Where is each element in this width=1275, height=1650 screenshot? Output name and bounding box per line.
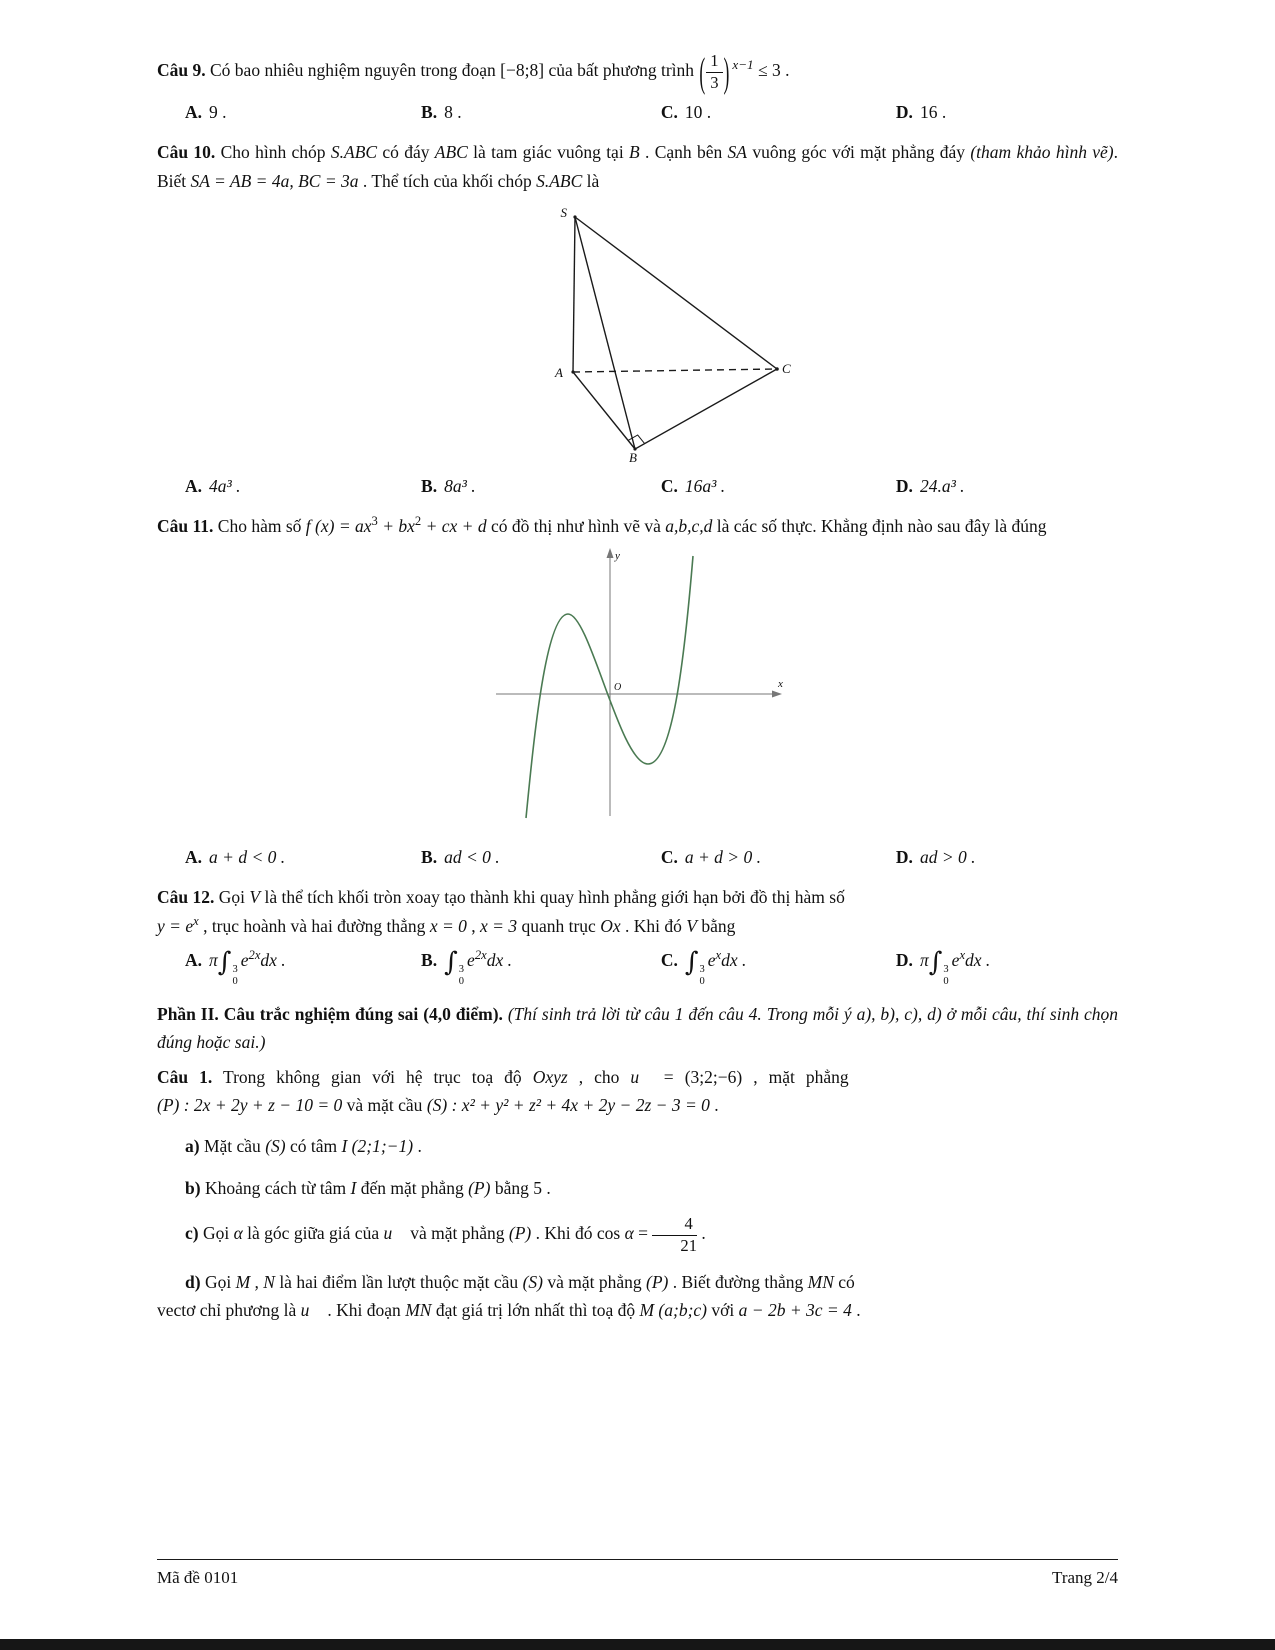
option-a bbox=[185, 946, 421, 988]
text-run: cos bbox=[596, 1223, 625, 1244]
text-run: Câu 12. bbox=[157, 887, 215, 908]
text-segments bbox=[157, 1095, 719, 1115]
x-axis-arrow bbox=[772, 691, 782, 698]
text-run: 3 bbox=[371, 514, 378, 529]
question-12 bbox=[157, 883, 1118, 988]
integral-icon: ∫ bbox=[444, 947, 458, 978]
option-c bbox=[661, 98, 896, 126]
page-footer bbox=[157, 1559, 1118, 1588]
text-run: là các số thực. Khẳng định nào sau đây là đúng bbox=[712, 515, 1047, 536]
option-label: D. bbox=[895, 102, 913, 123]
text-run: (S) bbox=[522, 1272, 543, 1293]
lower-bound: 0 bbox=[232, 975, 238, 987]
statement-c bbox=[157, 1215, 1118, 1255]
edge-ac-dashed bbox=[573, 369, 777, 372]
cubic-graph-figure bbox=[157, 546, 1118, 841]
option-c bbox=[661, 843, 896, 871]
question-9-text bbox=[157, 48, 1118, 96]
page-number: Trang 2/4 bbox=[1052, 1568, 1118, 1587]
edge-bc bbox=[635, 369, 777, 449]
option-d bbox=[896, 946, 1118, 988]
text-run: là bbox=[582, 170, 600, 191]
close-paren: ) bbox=[723, 48, 730, 96]
option-b bbox=[421, 98, 661, 126]
text-run: SA = AB = 4a, BC = 3a bbox=[190, 170, 359, 191]
pyramid-edges bbox=[573, 217, 777, 449]
option-label: D. bbox=[895, 475, 913, 496]
text-run: . bbox=[851, 1300, 861, 1321]
question-10-options bbox=[157, 472, 1118, 500]
text-run: [−8;8] bbox=[500, 60, 545, 81]
question-1-text bbox=[157, 1063, 1118, 1120]
exam-code: Mã đề 0101 bbox=[157, 1568, 239, 1587]
statement-b bbox=[157, 1174, 1118, 1202]
text-run: α bbox=[233, 1223, 243, 1244]
text-run: . bbox=[697, 1223, 706, 1244]
right-angle-mark bbox=[628, 435, 645, 444]
option-text: a + d > 0 . bbox=[684, 847, 761, 868]
fraction bbox=[652, 1215, 697, 1255]
vertex-dot-s bbox=[573, 215, 576, 218]
integrand-exponent: x bbox=[959, 948, 966, 963]
text-run: Gọi bbox=[198, 1223, 234, 1244]
text-run: ABC bbox=[434, 142, 468, 163]
text-run: Cho hình chóp bbox=[215, 142, 331, 163]
text-run: f (x) = ax bbox=[305, 515, 372, 536]
text-run: Oxyz bbox=[532, 1066, 568, 1087]
upper-bound: 3 bbox=[943, 963, 949, 975]
text-run: là tam giác vuông tại bbox=[467, 142, 629, 163]
option-label: D. bbox=[895, 847, 913, 868]
text-run: (S) : x² + y² + z² + 4x + 2y − 2z − 3 = 0 bbox=[426, 1094, 710, 1115]
option-text: 8 . bbox=[444, 102, 462, 123]
text-run: với bbox=[707, 1300, 739, 1321]
vertex-dots bbox=[571, 215, 778, 450]
text-run: (Thí sinh trả lời từ câu 1 đến câu 4. Trong mỗi ý a), b), c), d) ở mỗi câu, thí sinh chọn đúng hoặc sai.) bbox=[157, 1003, 1118, 1053]
integrand-suffix: dx . bbox=[260, 949, 286, 970]
statement-d bbox=[157, 1268, 1118, 1325]
text-run: c) bbox=[185, 1223, 199, 1244]
text-run: = bbox=[633, 1223, 653, 1244]
option-c bbox=[661, 472, 896, 500]
text-run: I bbox=[350, 1177, 357, 1198]
option-label: A. bbox=[185, 475, 203, 496]
axis-arrows bbox=[606, 548, 782, 698]
fraction-numerator: 1 bbox=[706, 52, 722, 73]
text-segments bbox=[185, 1223, 652, 1243]
text-run: y = e bbox=[157, 915, 194, 936]
text-run: S.ABC bbox=[330, 142, 378, 163]
text-run: của bất phương trình bbox=[544, 60, 699, 81]
text-run: Câu 11. bbox=[157, 515, 214, 536]
text-run: . Biết đường thẳng bbox=[668, 1272, 808, 1293]
integrand-suffix: dx . bbox=[721, 949, 747, 970]
text-run: M (a;b;c) bbox=[639, 1300, 708, 1321]
text-run: M , N bbox=[235, 1272, 275, 1293]
integral-bounds bbox=[943, 964, 948, 988]
text-run: . Khi đó bbox=[531, 1223, 597, 1244]
text-run: MN bbox=[807, 1272, 834, 1293]
text-run: là thể tích khối tròn xoay tạo thành khi quay hình phẳng giới hạn bởi đồ thị hàm số bbox=[260, 887, 845, 908]
lower-bound: 0 bbox=[458, 975, 465, 987]
text-run: (S) bbox=[265, 1136, 286, 1157]
text-run: . Biết bbox=[157, 142, 1118, 191]
option-text: a + d < 0 . bbox=[209, 847, 286, 868]
vertex-dot-a bbox=[571, 370, 574, 373]
question-12-text bbox=[157, 883, 1118, 940]
fraction-denominator: 21 bbox=[680, 1235, 697, 1255]
text-run: có đồ thị như hình vẽ và bbox=[486, 515, 666, 536]
option-label: B. bbox=[421, 475, 438, 496]
option-text: 8a³ . bbox=[444, 475, 476, 496]
integrand-suffix: dx . bbox=[965, 949, 991, 970]
text-run: (P) bbox=[646, 1272, 669, 1293]
y-axis-arrow bbox=[606, 548, 613, 558]
text-run: Ox bbox=[600, 915, 621, 936]
integrand-base: e bbox=[240, 949, 249, 970]
integrand-suffix: dx . bbox=[486, 949, 512, 970]
text-run: x = 3 bbox=[480, 915, 518, 936]
text-run: α bbox=[624, 1223, 634, 1244]
pyramid-figure bbox=[157, 205, 1118, 468]
integrand-base: e bbox=[951, 949, 960, 970]
text-run: a − 2b + 3c = 4 bbox=[738, 1300, 852, 1321]
cubic-graph-svg bbox=[488, 546, 788, 836]
option-text: 16 . bbox=[919, 102, 947, 123]
option-d bbox=[896, 843, 1118, 871]
graph-labels bbox=[614, 550, 783, 693]
text-run: Cho hàm số bbox=[213, 515, 306, 536]
fraction bbox=[706, 52, 722, 92]
text-run: Câu 10. bbox=[157, 142, 216, 163]
text-run: Câu 1. bbox=[157, 1066, 213, 1087]
question-9 bbox=[157, 48, 1118, 126]
option-label: C. bbox=[660, 102, 678, 123]
text-run: . Thể tích của khối chóp bbox=[358, 170, 537, 191]
text-run: (P) bbox=[508, 1223, 532, 1244]
text-run: a,b,c,d bbox=[665, 515, 713, 536]
fraction-numerator: 4 bbox=[652, 1215, 697, 1236]
vertex-labels bbox=[554, 205, 791, 463]
text-run: đến mặt phẳng bbox=[356, 1177, 469, 1198]
vertex-label-s: S bbox=[560, 204, 567, 220]
text-run: x bbox=[193, 913, 199, 928]
text-run: u⃗ bbox=[630, 1066, 653, 1087]
vertex-label-a: A bbox=[554, 364, 563, 380]
text-run: , cho bbox=[567, 1066, 631, 1087]
lower-bound: 0 bbox=[699, 975, 705, 987]
part-2 bbox=[157, 1000, 1118, 1057]
lower-bound: 0 bbox=[943, 975, 949, 987]
option-label: C. bbox=[660, 847, 678, 868]
text-run: x = 0 bbox=[429, 915, 467, 936]
text-run: Gọi bbox=[214, 887, 250, 908]
y-axis-label: y bbox=[614, 550, 620, 563]
option-text: 16a³ . bbox=[684, 475, 726, 496]
option-d bbox=[896, 98, 1118, 126]
text-run: bằng bbox=[696, 915, 736, 936]
text-run: . Khi đó bbox=[620, 915, 687, 936]
edge-sa bbox=[573, 217, 575, 372]
pi-prefix: π bbox=[209, 949, 218, 970]
option-label: B. bbox=[421, 949, 438, 970]
integral-icon: ∫ bbox=[928, 947, 943, 978]
text-run: vuông góc với mặt phẳng đáy bbox=[747, 142, 971, 163]
text-run: , bbox=[466, 915, 481, 936]
text-run: = (3;2;−6) , mặt phẳng bbox=[652, 1066, 849, 1087]
text-run: vectơ chỉ phương là bbox=[157, 1300, 301, 1321]
text-run: Trong không gian với hệ trục toạ độ bbox=[212, 1066, 533, 1087]
open-paren: ( bbox=[699, 48, 706, 96]
text-run: (tham khảo hình vẽ) bbox=[970, 142, 1114, 163]
integrand-base: e bbox=[707, 949, 716, 970]
fraction-denominator: 3 bbox=[710, 72, 719, 92]
text-run: là hai điểm lần lượt thuộc mặt cầu bbox=[274, 1272, 523, 1293]
question-11 bbox=[157, 512, 1118, 871]
origin-label: O bbox=[613, 682, 621, 694]
text-run: Gọi bbox=[200, 1272, 236, 1293]
text-run: MN bbox=[405, 1300, 432, 1321]
option-text: 10 . bbox=[684, 102, 712, 123]
option-text: ad > 0 . bbox=[919, 847, 976, 868]
option-text: ad < 0 . bbox=[444, 847, 500, 868]
text-run: và mặt phẳng bbox=[542, 1272, 646, 1293]
text-run: (P) bbox=[468, 1177, 491, 1198]
text-run: . bbox=[413, 1136, 422, 1157]
text-run: u⃗ bbox=[300, 1300, 324, 1321]
option-b bbox=[421, 946, 661, 988]
question-11-options bbox=[157, 843, 1118, 871]
integral-bounds bbox=[700, 964, 705, 988]
edge-sc bbox=[575, 217, 777, 369]
option-d bbox=[896, 472, 1118, 500]
exponent: x−1 bbox=[732, 56, 754, 72]
text-run: quanh trục bbox=[517, 915, 601, 936]
integrand-exponent: 2x bbox=[248, 948, 261, 963]
text-run: có tâm bbox=[285, 1136, 342, 1157]
text-run: ≤ 3 . bbox=[753, 60, 790, 81]
text-run: + cx + d bbox=[421, 515, 487, 536]
option-text: 24.a³ . bbox=[919, 475, 965, 496]
text-run: đạt giá trị lớn nhất thì toạ độ bbox=[431, 1300, 640, 1321]
vertex-label-b: B bbox=[628, 449, 637, 463]
option-a bbox=[185, 472, 421, 500]
option-label: C. bbox=[660, 949, 678, 970]
upper-bound: 3 bbox=[699, 963, 705, 975]
text-segments bbox=[157, 1067, 849, 1087]
text-run: là góc giữa giá của bbox=[242, 1223, 384, 1244]
option-label: A. bbox=[185, 847, 203, 868]
text-run: Phần II. Câu trắc nghiệm đúng sai (4,0 điểm). bbox=[157, 1003, 508, 1024]
text-run: + bx bbox=[377, 515, 415, 536]
option-label: A. bbox=[185, 949, 203, 970]
option-text: 9 . bbox=[209, 102, 227, 123]
text-segments bbox=[157, 60, 698, 80]
text-run: (P) : 2x + 2y + z − 10 = 0 bbox=[157, 1094, 343, 1115]
option-a bbox=[185, 98, 421, 126]
text-run: Khoảng cách từ tâm bbox=[200, 1177, 351, 1198]
text-run: có bbox=[833, 1272, 855, 1293]
text-run: . Cạnh bên bbox=[639, 142, 728, 163]
question-11-text bbox=[157, 512, 1118, 540]
part-2-heading bbox=[157, 1000, 1118, 1057]
option-label: D. bbox=[895, 949, 913, 970]
pi-prefix: π bbox=[919, 949, 929, 970]
integral-bounds bbox=[232, 964, 237, 988]
option-a bbox=[185, 843, 421, 871]
text-run: và mặt phẳng bbox=[405, 1223, 509, 1244]
bottom-bar bbox=[0, 1639, 1275, 1650]
axes bbox=[496, 556, 774, 816]
integrand-exponent: x bbox=[715, 948, 722, 963]
option-b bbox=[421, 843, 661, 871]
integrand-exponent: 2x bbox=[474, 948, 487, 963]
question-10-text bbox=[157, 138, 1118, 195]
vertex-label-c: C bbox=[781, 360, 791, 376]
vertex-dot-c bbox=[775, 367, 779, 371]
integral-icon: ∫ bbox=[217, 947, 232, 978]
text-run: Câu 9. bbox=[157, 60, 206, 81]
text-run: b) bbox=[185, 1177, 201, 1198]
integrand-base: e bbox=[467, 949, 475, 970]
text-run: S.ABC bbox=[536, 170, 583, 191]
x-axis-label: x bbox=[777, 678, 783, 691]
text-run: d) bbox=[185, 1272, 201, 1293]
text-run: . Khi đoạn bbox=[323, 1300, 406, 1321]
integral-icon: ∫ bbox=[684, 947, 699, 978]
text-run: và mặt cầu bbox=[342, 1094, 427, 1115]
text-run: 2 bbox=[414, 514, 422, 529]
text-run: có đáy bbox=[377, 142, 435, 163]
text-run: B bbox=[629, 142, 640, 163]
option-label: B. bbox=[421, 847, 438, 868]
text-run: bằng 5 . bbox=[490, 1177, 551, 1198]
text-run: I (2;1;−1) bbox=[341, 1136, 414, 1157]
text-run: u⃗ bbox=[383, 1223, 406, 1244]
option-c bbox=[661, 946, 896, 988]
text-run: . bbox=[709, 1094, 719, 1115]
option-label: C. bbox=[660, 475, 678, 496]
text-run: Có bao nhiêu nghiệm nguyên trong đoạn bbox=[205, 60, 501, 81]
statement-a bbox=[157, 1132, 1118, 1160]
text-run: a) bbox=[185, 1136, 200, 1157]
integral-bounds bbox=[459, 964, 464, 988]
text-run: SA bbox=[727, 142, 747, 163]
option-b bbox=[421, 472, 661, 500]
true-false-question-1 bbox=[157, 1063, 1118, 1325]
upper-bound: 3 bbox=[232, 963, 238, 975]
pyramid-svg bbox=[483, 205, 793, 463]
text-run: V bbox=[249, 887, 261, 908]
fraction-power-expression bbox=[698, 48, 754, 96]
text-run: Mặt cầu bbox=[199, 1136, 266, 1157]
option-label: A. bbox=[185, 102, 203, 123]
option-text: 4a³ . bbox=[209, 475, 241, 496]
option-label: B. bbox=[421, 102, 438, 123]
question-10 bbox=[157, 138, 1118, 500]
text-run: , trục hoành và hai đường thẳng bbox=[198, 915, 430, 936]
question-9-options bbox=[157, 98, 1118, 126]
upper-bound: 3 bbox=[458, 963, 465, 975]
text-run: V bbox=[686, 915, 697, 936]
edge-sb bbox=[575, 217, 635, 449]
question-12-options bbox=[157, 946, 1118, 988]
